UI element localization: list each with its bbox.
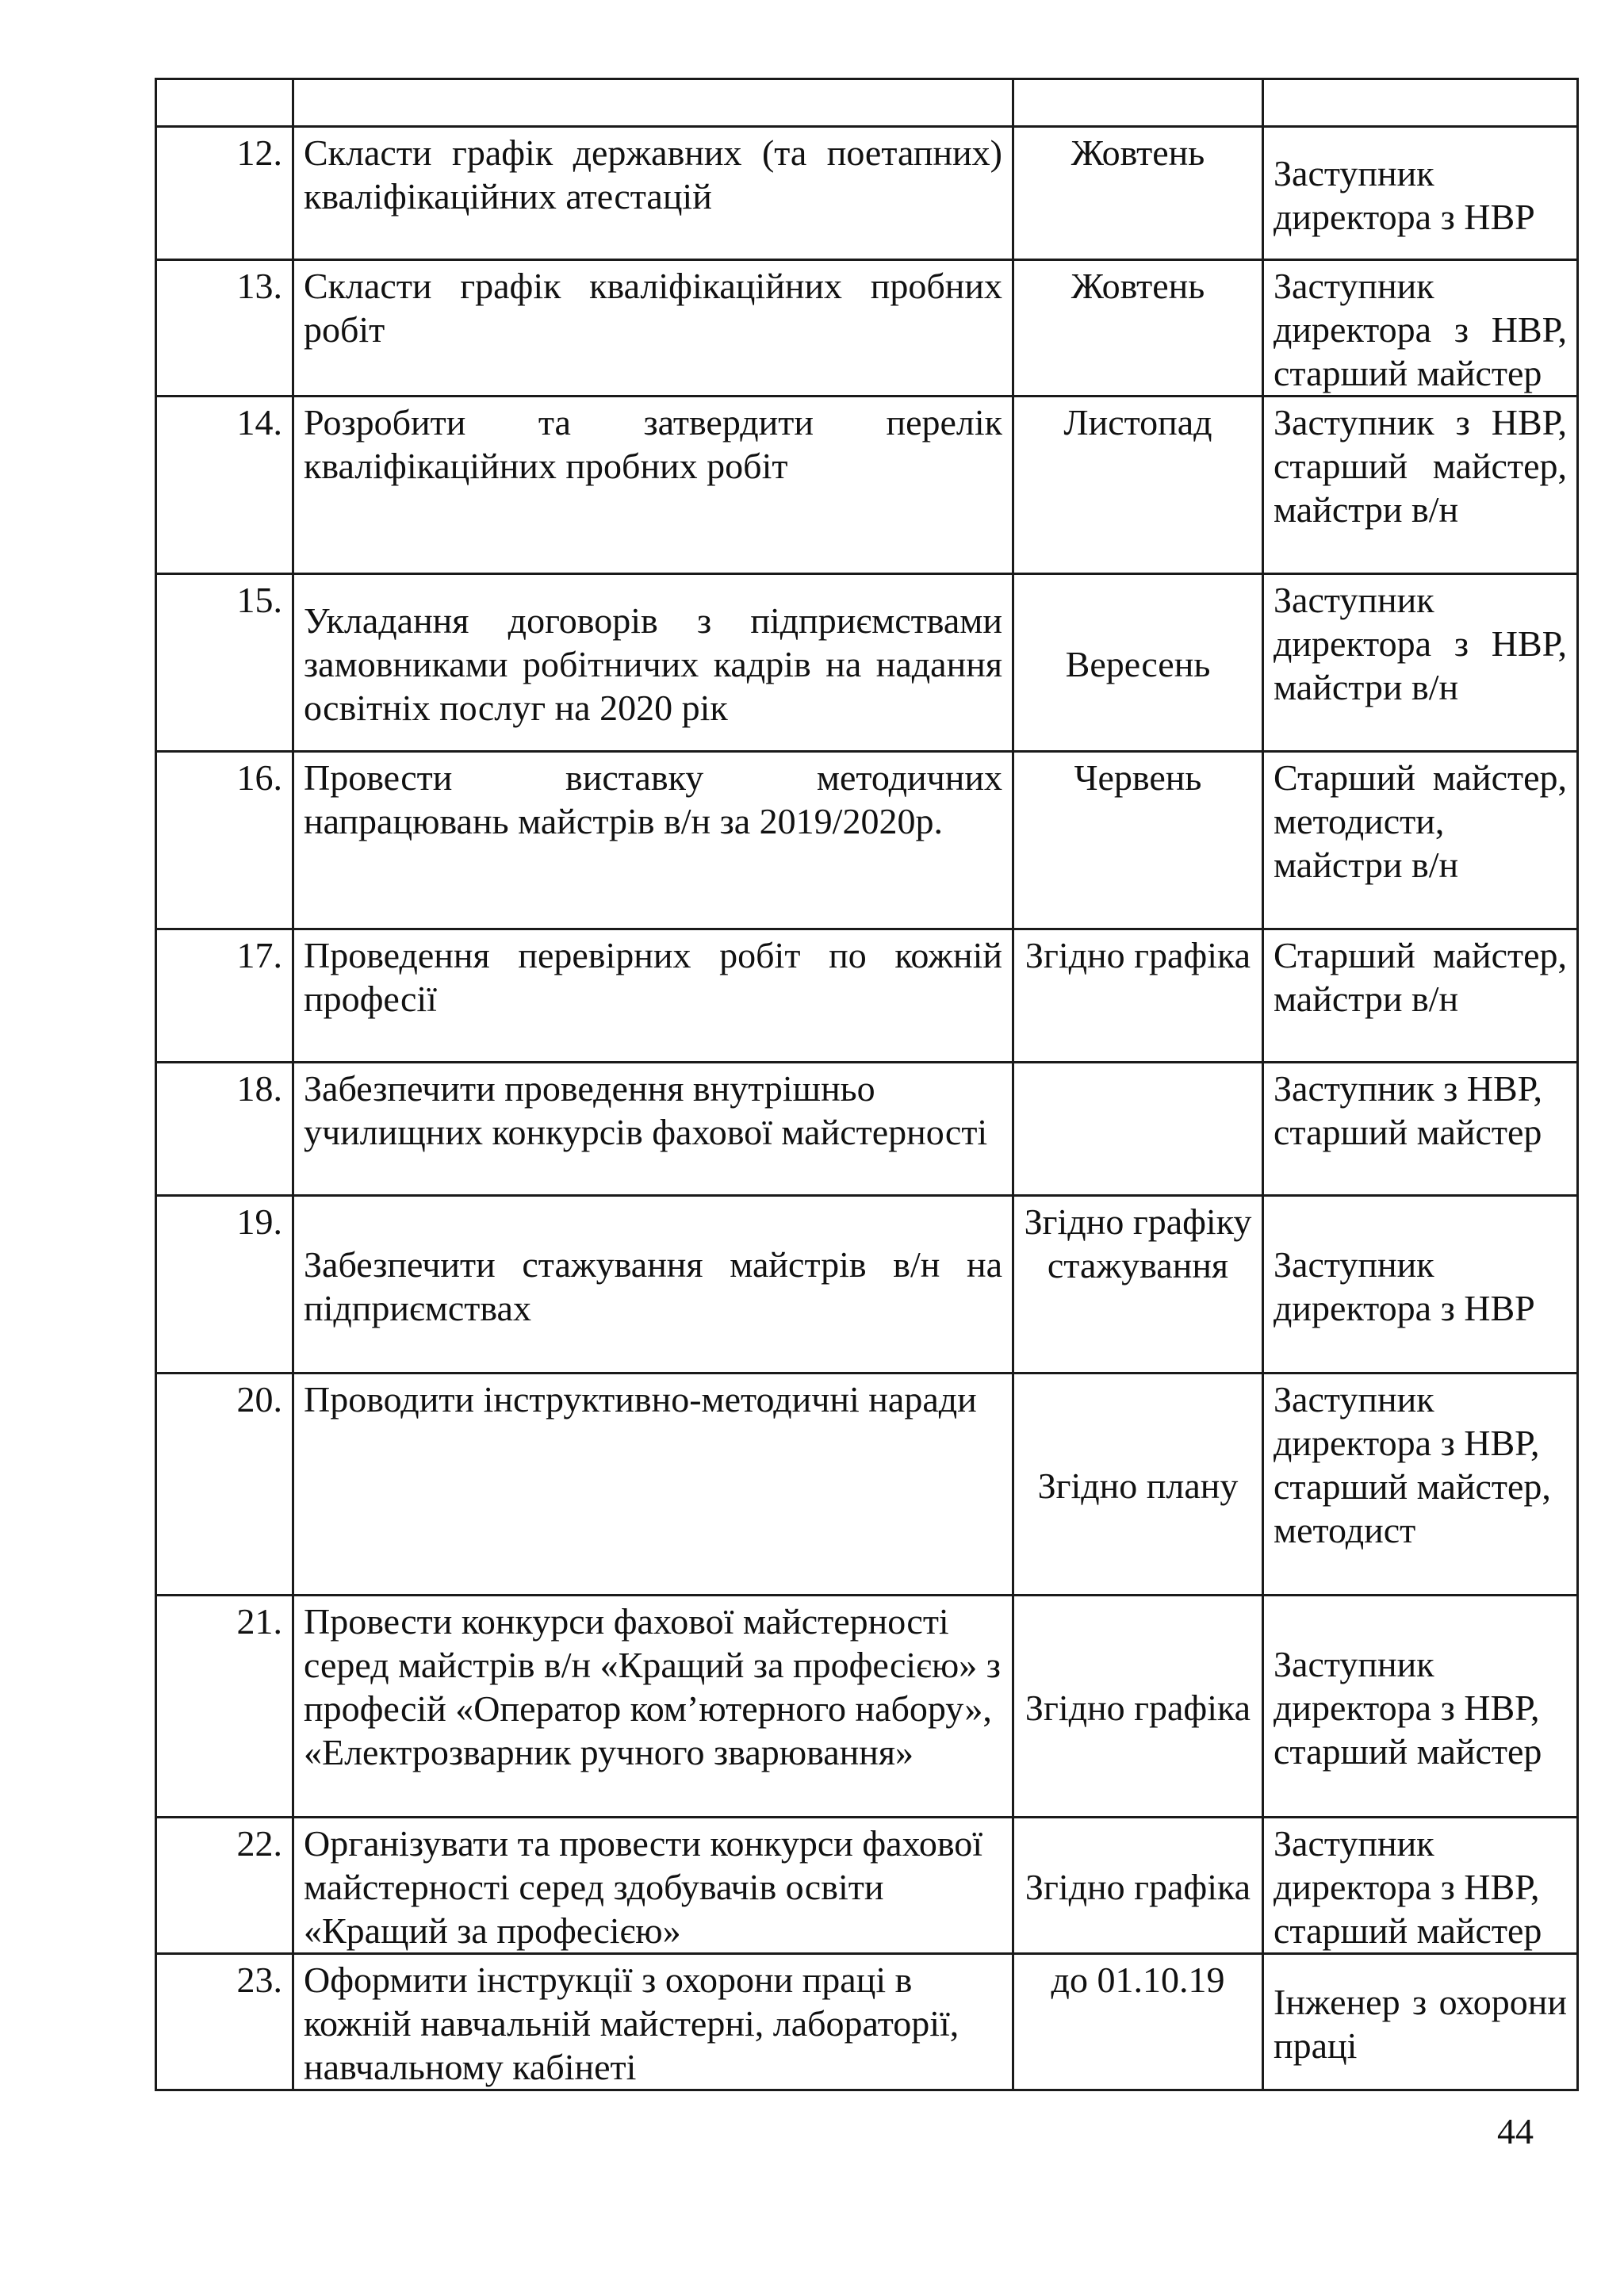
term-cell: Згідно плану: [1013, 1374, 1263, 1596]
row-number: 12.: [156, 127, 293, 260]
activity-table: [155, 78, 1579, 2091]
table-row: [156, 397, 1578, 574]
row-number: 19.: [156, 1196, 293, 1374]
row-number: 18.: [156, 1063, 293, 1196]
task-cell: Забезпечити стажування майстрів в/н на підприємствах: [293, 1196, 1013, 1374]
table-row: [156, 1954, 1578, 2090]
row-number: 13.: [156, 260, 293, 397]
task-cell: Провести виставку методичних напрацювань майстрів в/н за 2019/2020р.: [293, 752, 1013, 929]
table-row: [156, 1063, 1578, 1196]
task-cell: Скласти графік державних (та поетапних) кваліфікаційних атестацій: [293, 127, 1013, 260]
responsible-cell: Заступник директора з НВР: [1263, 1196, 1578, 1374]
row-number: 22.: [156, 1818, 293, 1954]
term-cell: до 01.10.19: [1013, 1954, 1263, 2090]
responsible-cell: Заступник директора з НВР, старший майстер: [1263, 1818, 1578, 1954]
term-cell: Вересень: [1013, 574, 1263, 752]
row-number: 23.: [156, 1954, 293, 2090]
term-cell: Червень: [1013, 752, 1263, 929]
term-cell: Листопад: [1013, 397, 1263, 574]
responsible-cell: Інженер з охорони праці: [1263, 1954, 1578, 2090]
term-cell: Жовтень: [1013, 260, 1263, 397]
row-number: 17.: [156, 929, 293, 1063]
responsible-cell: Заступник з НВР, старший майстер, майстри в/н: [1263, 397, 1578, 574]
term-cell: [1013, 79, 1263, 127]
table-row: [156, 1374, 1578, 1596]
task-cell: Оформити інструкції з охорони праці в кожній навчальній майстерні, лабораторії, навчальному кабінеті: [293, 1954, 1013, 2090]
row-number: 15.: [156, 574, 293, 752]
row-number: 14.: [156, 397, 293, 574]
task-cell: Проведення перевірних робіт по кожній професії: [293, 929, 1013, 1063]
task-cell: [293, 79, 1013, 127]
table-row: [156, 1818, 1578, 1954]
task-cell: Скласти графік кваліфікаційних пробних робіт: [293, 260, 1013, 397]
responsible-cell: Заступник директора з НВР, старший майстер: [1263, 1596, 1578, 1818]
task-cell: Проводити інструктивно-методичні наради: [293, 1374, 1013, 1596]
responsible-cell: Заступник директора з НВР: [1263, 127, 1578, 260]
task-cell: Укладання договорів з підприємствами замовниками робітничих кадрів на надання освітніх послуг на 2020 рік: [293, 574, 1013, 752]
responsible-cell: Заступник директора з НВР, майстри в/н: [1263, 574, 1578, 752]
responsible-cell: Заступник директора з НВР, старший майстер, методист: [1263, 1374, 1578, 1596]
term-cell: Згідно графіка: [1013, 1818, 1263, 1954]
term-cell: Згідно графіку стажування: [1013, 1196, 1263, 1374]
table-row: [156, 127, 1578, 260]
responsible-cell: [1263, 79, 1578, 127]
table-row: [156, 929, 1578, 1063]
table-row: [156, 574, 1578, 752]
table-row: [156, 752, 1578, 929]
row-number: [156, 79, 293, 127]
term-cell: [1013, 1063, 1263, 1196]
task-cell: Провести конкурси фахової майстерності серед майстрів в/н «Кращий за професією» з професій «Оператор ком’ютерного набору», «Електрозварник ручного зварювання»: [293, 1596, 1013, 1818]
responsible-cell: Старший майстер, майстри в/н: [1263, 929, 1578, 1063]
task-cell: Забезпечити проведення внутрішньо училищних конкурсів фахової майстерності: [293, 1063, 1013, 1196]
row-number: 21.: [156, 1596, 293, 1818]
responsible-cell: Заступник з НВР, старший майстер: [1263, 1063, 1578, 1196]
row-number: 16.: [156, 752, 293, 929]
row-number: 20.: [156, 1374, 293, 1596]
table-row: [156, 79, 1578, 127]
responsible-cell: Старший майстер, методисти, майстри в/н: [1263, 752, 1578, 929]
table-row: [156, 1196, 1578, 1374]
term-cell: Згідно графіка: [1013, 929, 1263, 1063]
task-cell: Розробити та затвердити перелік кваліфікаційних пробних робіт: [293, 397, 1013, 574]
responsible-cell: Заступник директора з НВР, старший майстер: [1263, 260, 1578, 397]
term-cell: Згідно графіка: [1013, 1596, 1263, 1818]
term-cell: Жовтень: [1013, 127, 1263, 260]
table-row: [156, 260, 1578, 397]
page-number: 44: [1497, 2111, 1534, 2151]
table-row: [156, 1596, 1578, 1818]
task-cell: Організувати та провести конкурси фахової майстерності серед здобувачів освіти «Кращий за професією»: [293, 1818, 1013, 1954]
